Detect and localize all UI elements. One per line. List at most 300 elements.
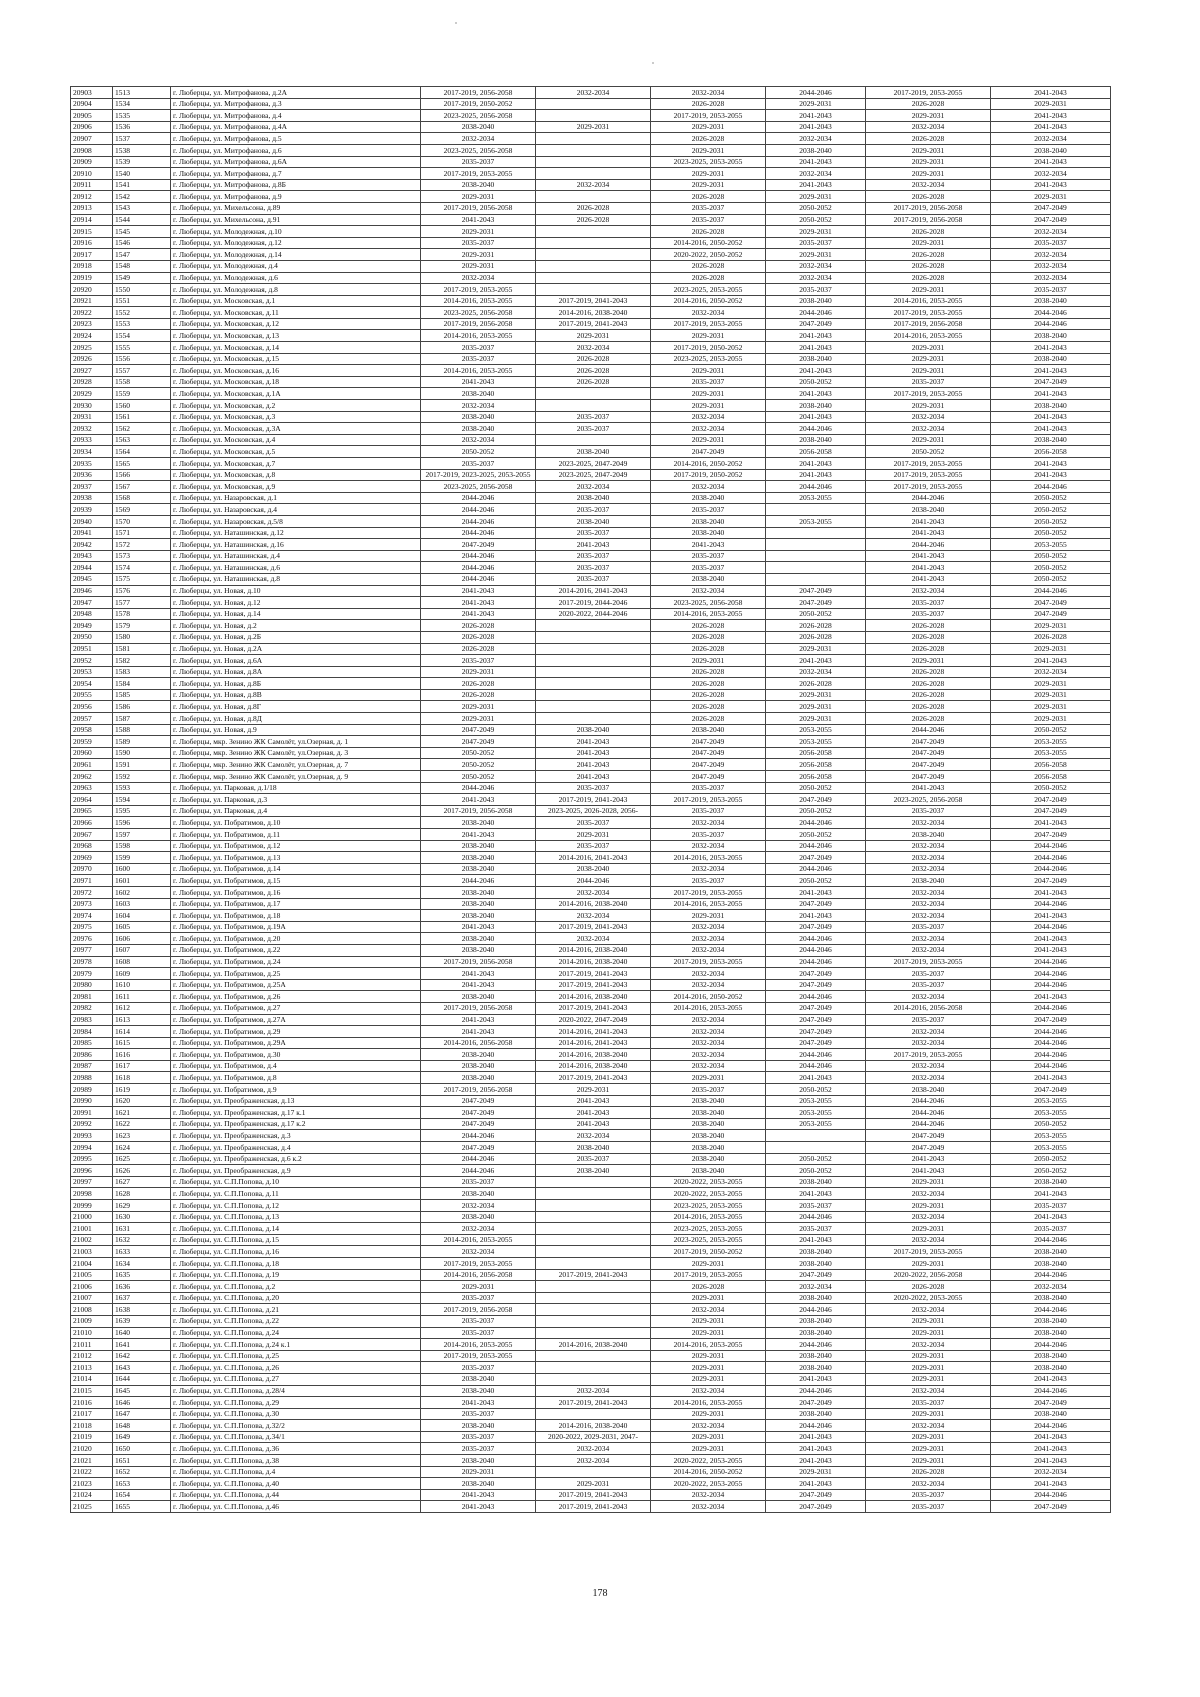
period-6-cell: 2041-2043 [991,1373,1111,1385]
address-cell: г. Люберцы, ул. Московская, д.7 [171,458,421,470]
period-1-cell: 2023-2025, 2056-2058 [421,110,536,122]
period-5-cell: 2041-2043 [866,573,991,585]
period-1-cell: 2026-2028 [421,631,536,643]
address-cell: г. Люберцы, ул. Парковая, д.3 [171,794,421,806]
period-5-cell: 2032-2034 [866,1026,991,1038]
period-3-cell: 2032-2034 [651,944,766,956]
table-row [71,1084,1111,1096]
page-number: 178 [592,1588,608,1599]
record-id-cell: 20924 [71,330,113,342]
period-6-cell: 2050-2052 [991,562,1111,574]
table-row [71,1455,1111,1467]
period-6-cell: 2038-2040 [991,144,1111,156]
period-2-cell [536,689,651,701]
period-5-cell: 2047-2049 [866,759,991,771]
period-3-cell: 2026-2028 [651,643,766,655]
period-2-cell: 2044-2046 [536,875,651,887]
table-row [71,817,1111,829]
record-id-cell: 21014 [71,1373,113,1385]
row-number-cell: 1586 [113,701,171,713]
period-1-cell: 2017-2019, 2056-2058 [421,87,536,99]
row-number-cell: 1612 [113,1002,171,1014]
period-1-cell: 2038-2040 [421,944,536,956]
table-row [71,226,1111,238]
period-3-cell: 2014-2016, 2053-2055 [651,1211,766,1223]
period-1-cell: 2038-2040 [421,933,536,945]
scan-speck [455,22,457,24]
row-number-cell: 1543 [113,202,171,214]
period-4-cell: 2035-2037 [766,284,866,296]
address-cell: г. Люберцы, ул. Новая, д.2Б [171,631,421,643]
period-1-cell: 2035-2037 [421,655,536,667]
period-5-cell: 2029-2031 [866,1408,991,1420]
record-id-cell: 20953 [71,666,113,678]
record-id-cell: 20929 [71,388,113,400]
period-1-cell: 2044-2046 [421,504,536,516]
period-4-cell: 2047-2049 [766,1269,866,1281]
record-id-cell: 20948 [71,608,113,620]
period-3-cell: 2032-2034 [651,840,766,852]
period-3-cell: 2026-2028 [651,678,766,690]
period-6-cell: 2047-2049 [991,875,1111,887]
period-1-cell: 2041-2043 [421,968,536,980]
period-3-cell: 2017-2019, 2053-2055 [651,110,766,122]
period-3-cell: 2029-2031 [651,1072,766,1084]
period-3-cell: 2014-2016, 2053-2055 [651,1002,766,1014]
table-row [71,1223,1111,1235]
row-number-cell: 1535 [113,110,171,122]
address-cell: г. Люберцы, ул. Митрофанова, д.6 [171,144,421,156]
row-number-cell: 1567 [113,481,171,493]
period-6-cell: 2053-2055 [991,1142,1111,1154]
row-number-cell: 1621 [113,1107,171,1119]
period-4-cell: 2050-2052 [766,782,866,794]
period-1-cell: 2038-2040 [421,852,536,864]
record-id-cell: 20908 [71,144,113,156]
table-row [71,191,1111,203]
period-5-cell: 2038-2040 [866,504,991,516]
period-2-cell: 2041-2043 [536,1107,651,1119]
address-cell: г. Люберцы, ул. Митрофанова, д.4 [171,110,421,122]
period-1-cell: 2038-2040 [421,1211,536,1223]
period-1-cell: 2038-2040 [421,423,536,435]
row-number-cell: 1577 [113,597,171,609]
period-2-cell: 2041-2043 [536,736,651,748]
address-cell: г. Люберцы, ул. Наташинская, д.4 [171,550,421,562]
record-id-cell: 20910 [71,168,113,180]
period-1-cell: 2047-2049 [421,1118,536,1130]
period-1-cell: 2029-2031 [421,191,536,203]
table-row [71,968,1111,980]
table-row [71,87,1111,99]
record-id-cell: 21013 [71,1362,113,1374]
address-cell: г. Люберцы, мкр. Зенино ЖК Самолёт, ул.Озерная, д. 3 [171,747,421,759]
row-number-cell: 1611 [113,991,171,1003]
address-cell: г. Люберцы, мкр. Зенино ЖК Самолёт, ул.Озерная, д. 1 [171,736,421,748]
period-2-cell: 2032-2034 [536,886,651,898]
period-3-cell: 2017-2019, 2053-2055 [651,886,766,898]
period-4-cell: 2044-2046 [766,840,866,852]
record-id-cell: 20989 [71,1084,113,1096]
period-6-cell: 2032-2034 [991,666,1111,678]
address-cell: г. Люберцы, ул. С.П.Попова, д.16 [171,1246,421,1258]
row-number-cell: 1620 [113,1095,171,1107]
period-4-cell: 2044-2046 [766,944,866,956]
address-cell: г. Люберцы, ул. Преображенская, д.6 к.2 [171,1153,421,1165]
address-cell: г. Люберцы, ул. С.П.Попова, д.25 [171,1350,421,1362]
address-cell: г. Люберцы, ул. С.П.Попова, д.4 [171,1466,421,1478]
record-id-cell: 20974 [71,910,113,922]
period-1-cell: 2044-2046 [421,573,536,585]
period-3-cell: 2035-2037 [651,1084,766,1096]
row-number-cell: 1569 [113,504,171,516]
period-5-cell: 2032-2034 [866,1188,991,1200]
period-5-cell: 2026-2028 [866,620,991,632]
period-2-cell: 2032-2034 [536,1385,651,1397]
address-cell: г. Люберцы, ул. Митрофанова, д.4А [171,121,421,133]
record-id-cell: 20982 [71,1002,113,1014]
record-id-cell: 20951 [71,643,113,655]
table-row [71,1408,1111,1420]
period-3-cell: 2035-2037 [651,875,766,887]
period-1-cell: 2017-2019, 2056-2058 [421,956,536,968]
period-1-cell: 2038-2040 [421,863,536,875]
record-id-cell: 20912 [71,191,113,203]
period-2-cell: 2038-2040 [536,492,651,504]
row-number-cell: 1589 [113,736,171,748]
period-5-cell: 2032-2034 [866,933,991,945]
address-cell: г. Люберцы, ул. Побратимов, д.27 [171,1002,421,1014]
period-5-cell: 2032-2034 [866,910,991,922]
period-1-cell: 2041-2043 [421,829,536,841]
address-cell: г. Люберцы, ул. С.П.Попова, д.10 [171,1176,421,1188]
period-3-cell: 2026-2028 [651,191,766,203]
table-row [71,1466,1111,1478]
period-6-cell: 2047-2049 [991,1501,1111,1513]
period-1-cell: 2038-2040 [421,388,536,400]
period-1-cell: 2017-2019, 2056-2058 [421,805,536,817]
period-3-cell: 2020-2022, 2053-2055 [651,1188,766,1200]
period-5-cell: 2026-2028 [866,98,991,110]
period-6-cell: 2041-2043 [991,110,1111,122]
period-6-cell: 2029-2031 [991,98,1111,110]
row-number-cell: 1571 [113,527,171,539]
period-1-cell: 2038-2040 [421,840,536,852]
period-3-cell: 2032-2034 [651,1037,766,1049]
period-6-cell: 2038-2040 [991,1315,1111,1327]
period-3-cell: 2032-2034 [651,1060,766,1072]
period-5-cell: 2026-2028 [866,191,991,203]
period-4-cell: 2050-2052 [766,214,866,226]
address-cell: г. Люберцы, ул. Московская, д.13 [171,330,421,342]
period-1-cell: 2029-2031 [421,666,536,678]
address-cell: г. Люберцы, ул. С.П.Попова, д.26 [171,1362,421,1374]
period-1-cell: 2050-2052 [421,759,536,771]
period-4-cell: 2029-2031 [766,191,866,203]
address-cell: г. Люберцы, ул. С.П.Попова, д.28/4 [171,1385,421,1397]
period-6-cell: 2056-2058 [991,771,1111,783]
record-id-cell: 20993 [71,1130,113,1142]
period-2-cell: 2017-2019, 2041-2043 [536,921,651,933]
period-2-cell: 2035-2037 [536,423,651,435]
period-6-cell: 2041-2043 [991,342,1111,354]
period-6-cell: 2041-2043 [991,886,1111,898]
period-2-cell: 2014-2016, 2041-2043 [536,1026,651,1038]
period-3-cell: 2038-2040 [651,1153,766,1165]
period-5-cell: 2032-2034 [866,1234,991,1246]
record-id-cell: 20920 [71,284,113,296]
table-row [71,1060,1111,1072]
period-6-cell: 2041-2043 [991,1431,1111,1443]
table-row [71,805,1111,817]
period-1-cell: 2038-2040 [421,991,536,1003]
address-cell: г. Люберцы, ул. Московская, д.2 [171,400,421,412]
address-cell: г. Люберцы, ул. С.П.Попова, д.40 [171,1478,421,1490]
period-4-cell [766,1142,866,1154]
table-row [71,597,1111,609]
period-2-cell [536,133,651,145]
address-cell: г. Люберцы, ул. С.П.Попова, д.30 [171,1408,421,1420]
period-2-cell [536,666,651,678]
period-4-cell: 2044-2046 [766,817,866,829]
period-5-cell: 2044-2046 [866,1118,991,1130]
period-5-cell: 2032-2034 [866,585,991,597]
address-cell: г. Люберцы, ул. Побратимов, д.11 [171,829,421,841]
address-cell: г. Люберцы, ул. Молодежная, д.6 [171,272,421,284]
period-3-cell: 2017-2019, 2053-2055 [651,1269,766,1281]
period-1-cell: 2029-2031 [421,1281,536,1293]
period-6-cell: 2029-2031 [991,191,1111,203]
address-cell: г. Люберцы, ул. Новая, д.6А [171,655,421,667]
period-4-cell: 2044-2046 [766,1304,866,1316]
table-row [71,1397,1111,1409]
period-6-cell: 2044-2046 [991,1234,1111,1246]
period-2-cell [536,1281,651,1293]
record-id-cell: 20913 [71,202,113,214]
period-6-cell: 2029-2031 [991,689,1111,701]
period-5-cell: 2035-2037 [866,979,991,991]
period-2-cell: 2035-2037 [536,840,651,852]
period-2-cell: 2014-2016, 2038-2040 [536,898,651,910]
table-row [71,782,1111,794]
table-row [71,1257,1111,1269]
table-row [71,771,1111,783]
row-number-cell: 1562 [113,423,171,435]
period-6-cell: 2044-2046 [991,318,1111,330]
period-2-cell: 2017-2019, 2044-2046 [536,597,651,609]
table-row [71,365,1111,377]
table-row [71,1165,1111,1177]
period-2-cell: 2023-2025, 2047-2049 [536,458,651,470]
period-2-cell: 2014-2016, 2041-2043 [536,1037,651,1049]
period-5-cell: 2032-2034 [866,1339,991,1351]
row-number-cell: 1536 [113,121,171,133]
row-number-cell: 1639 [113,1315,171,1327]
address-cell: г. Люберцы, ул. Побратимов, д.27А [171,1014,421,1026]
period-5-cell: 2029-2031 [866,1223,991,1235]
period-4-cell: 2041-2043 [766,121,866,133]
period-5-cell: 2044-2046 [866,492,991,504]
table-row [71,458,1111,470]
address-cell: г. Люберцы, ул. С.П.Попова, д.14 [171,1223,421,1235]
period-1-cell: 2041-2043 [421,1397,536,1409]
address-cell: г. Люберцы, ул. Молодежная, д.8 [171,284,421,296]
period-1-cell: 2044-2046 [421,1165,536,1177]
period-1-cell: 2038-2040 [421,411,536,423]
period-5-cell: 2026-2028 [866,260,991,272]
row-number-cell: 1545 [113,226,171,238]
row-number-cell: 1651 [113,1455,171,1467]
period-2-cell: 2035-2037 [536,411,651,423]
period-6-cell: 2029-2031 [991,701,1111,713]
period-5-cell: 2032-2034 [866,863,991,875]
table-row [71,446,1111,458]
period-1-cell: 2035-2037 [421,1176,536,1188]
period-4-cell: 2041-2043 [766,411,866,423]
period-4-cell [766,504,866,516]
address-cell: г. Люберцы, ул. Новая, д.8Г [171,701,421,713]
table-row [71,573,1111,585]
period-2-cell: 2014-2016, 2038-2040 [536,1049,651,1061]
period-6-cell: 2038-2040 [991,1362,1111,1374]
period-2-cell [536,1327,651,1339]
period-5-cell: 2029-2031 [866,1350,991,1362]
period-4-cell: 2041-2043 [766,1373,866,1385]
record-id-cell: 20943 [71,550,113,562]
period-5-cell: 2026-2028 [866,249,991,261]
period-3-cell: 2023-2025, 2053-2055 [651,1234,766,1246]
address-cell: г. Люберцы, ул. С.П.Попова, д.15 [171,1234,421,1246]
period-1-cell: 2041-2043 [421,608,536,620]
period-2-cell: 2035-2037 [536,817,651,829]
period-1-cell: 2023-2025, 2056-2058 [421,144,536,156]
period-5-cell: 2035-2037 [866,921,991,933]
period-5-cell: 2026-2028 [866,1466,991,1478]
period-6-cell: 2044-2046 [991,852,1111,864]
address-cell: г. Люберцы, ул. Побратимов, д.15 [171,875,421,887]
row-number-cell: 1637 [113,1292,171,1304]
period-2-cell: 2020-2022, 2047-2049 [536,1014,651,1026]
period-4-cell: 2041-2043 [766,179,866,191]
period-3-cell: 2017-2019, 2053-2055 [651,318,766,330]
table-row [71,1037,1111,1049]
table-row [71,539,1111,551]
row-number-cell: 1539 [113,156,171,168]
address-cell: г. Люберцы, ул. Новая, д.14 [171,608,421,620]
address-cell: г. Люберцы, ул. Новая, д.10 [171,585,421,597]
period-1-cell: 2041-2043 [421,376,536,388]
period-1-cell: 2038-2040 [421,1049,536,1061]
period-4-cell: 2047-2049 [766,1489,866,1501]
period-3-cell: 2029-2031 [651,365,766,377]
period-2-cell [536,701,651,713]
period-5-cell: 2017-2019, 2053-2055 [866,307,991,319]
row-number-cell: 1600 [113,863,171,875]
table-row [71,202,1111,214]
register-table [70,86,1111,1513]
table-row [71,504,1111,516]
period-4-cell: 2047-2049 [766,794,866,806]
record-id-cell: 20904 [71,98,113,110]
period-6-cell: 2053-2055 [991,1130,1111,1142]
period-1-cell: 2014-2016, 2056-2058 [421,1269,536,1281]
period-4-cell: 2041-2043 [766,1478,866,1490]
period-5-cell: 2044-2046 [866,1107,991,1119]
period-6-cell: 2041-2043 [991,1478,1111,1490]
period-1-cell: 2038-2040 [421,1060,536,1072]
period-2-cell [536,434,651,446]
table-row [71,98,1111,110]
period-5-cell: 2017-2019, 2053-2055 [866,87,991,99]
record-id-cell: 20958 [71,724,113,736]
period-1-cell: 2017-2019, 2053-2055 [421,1350,536,1362]
period-3-cell: 2020-2022, 2053-2055 [651,1455,766,1467]
table-row [71,1002,1111,1014]
address-cell: г. Люберцы, ул. Московская, д.9 [171,481,421,493]
row-number-cell: 1566 [113,469,171,481]
address-cell: г. Люберцы, ул. Побратимов, д.25 [171,968,421,980]
period-6-cell: 2044-2046 [991,1269,1111,1281]
row-number-cell: 1650 [113,1443,171,1455]
table-row [71,388,1111,400]
period-5-cell: 2032-2034 [866,886,991,898]
period-5-cell: 2017-2019, 2056-2058 [866,214,991,226]
table-row [71,736,1111,748]
record-id-cell: 20954 [71,678,113,690]
record-id-cell: 20955 [71,689,113,701]
row-number-cell: 1538 [113,144,171,156]
table-row [71,1026,1111,1038]
period-6-cell: 2032-2034 [991,1466,1111,1478]
period-5-cell: 2041-2043 [866,1165,991,1177]
period-5-cell: 2032-2034 [866,840,991,852]
period-3-cell: 2032-2034 [651,307,766,319]
period-1-cell: 2041-2043 [421,1026,536,1038]
record-id-cell: 20938 [71,492,113,504]
period-4-cell: 2047-2049 [766,921,866,933]
period-4-cell: 2050-2052 [766,805,866,817]
period-1-cell: 2035-2037 [421,1327,536,1339]
period-4-cell: 2047-2049 [766,1014,866,1026]
period-4-cell [766,550,866,562]
period-2-cell: 2035-2037 [536,527,651,539]
record-id-cell: 20997 [71,1176,113,1188]
row-number-cell: 1541 [113,179,171,191]
table-row [71,944,1111,956]
row-number-cell: 1597 [113,829,171,841]
period-5-cell: 2029-2031 [866,1176,991,1188]
row-number-cell: 1608 [113,956,171,968]
row-number-cell: 1582 [113,655,171,667]
period-2-cell: 2041-2043 [536,1118,651,1130]
table-row [71,863,1111,875]
table-row [71,1188,1111,1200]
table-row [71,1350,1111,1362]
period-2-cell: 2017-2019, 2041-2043 [536,1072,651,1084]
period-3-cell: 2032-2034 [651,585,766,597]
period-2-cell [536,620,651,632]
period-5-cell: 2047-2049 [866,747,991,759]
address-cell: г. Люберцы, ул. Побратимов, д.4 [171,1060,421,1072]
period-3-cell: 2032-2034 [651,1014,766,1026]
record-id-cell: 20921 [71,295,113,307]
period-2-cell: 2035-2037 [536,562,651,574]
period-1-cell: 2017-2019, 2056-2058 [421,202,536,214]
row-number-cell: 1646 [113,1397,171,1409]
period-4-cell: 2035-2037 [766,1200,866,1212]
record-id-cell: 21024 [71,1489,113,1501]
period-6-cell: 2044-2046 [991,1304,1111,1316]
